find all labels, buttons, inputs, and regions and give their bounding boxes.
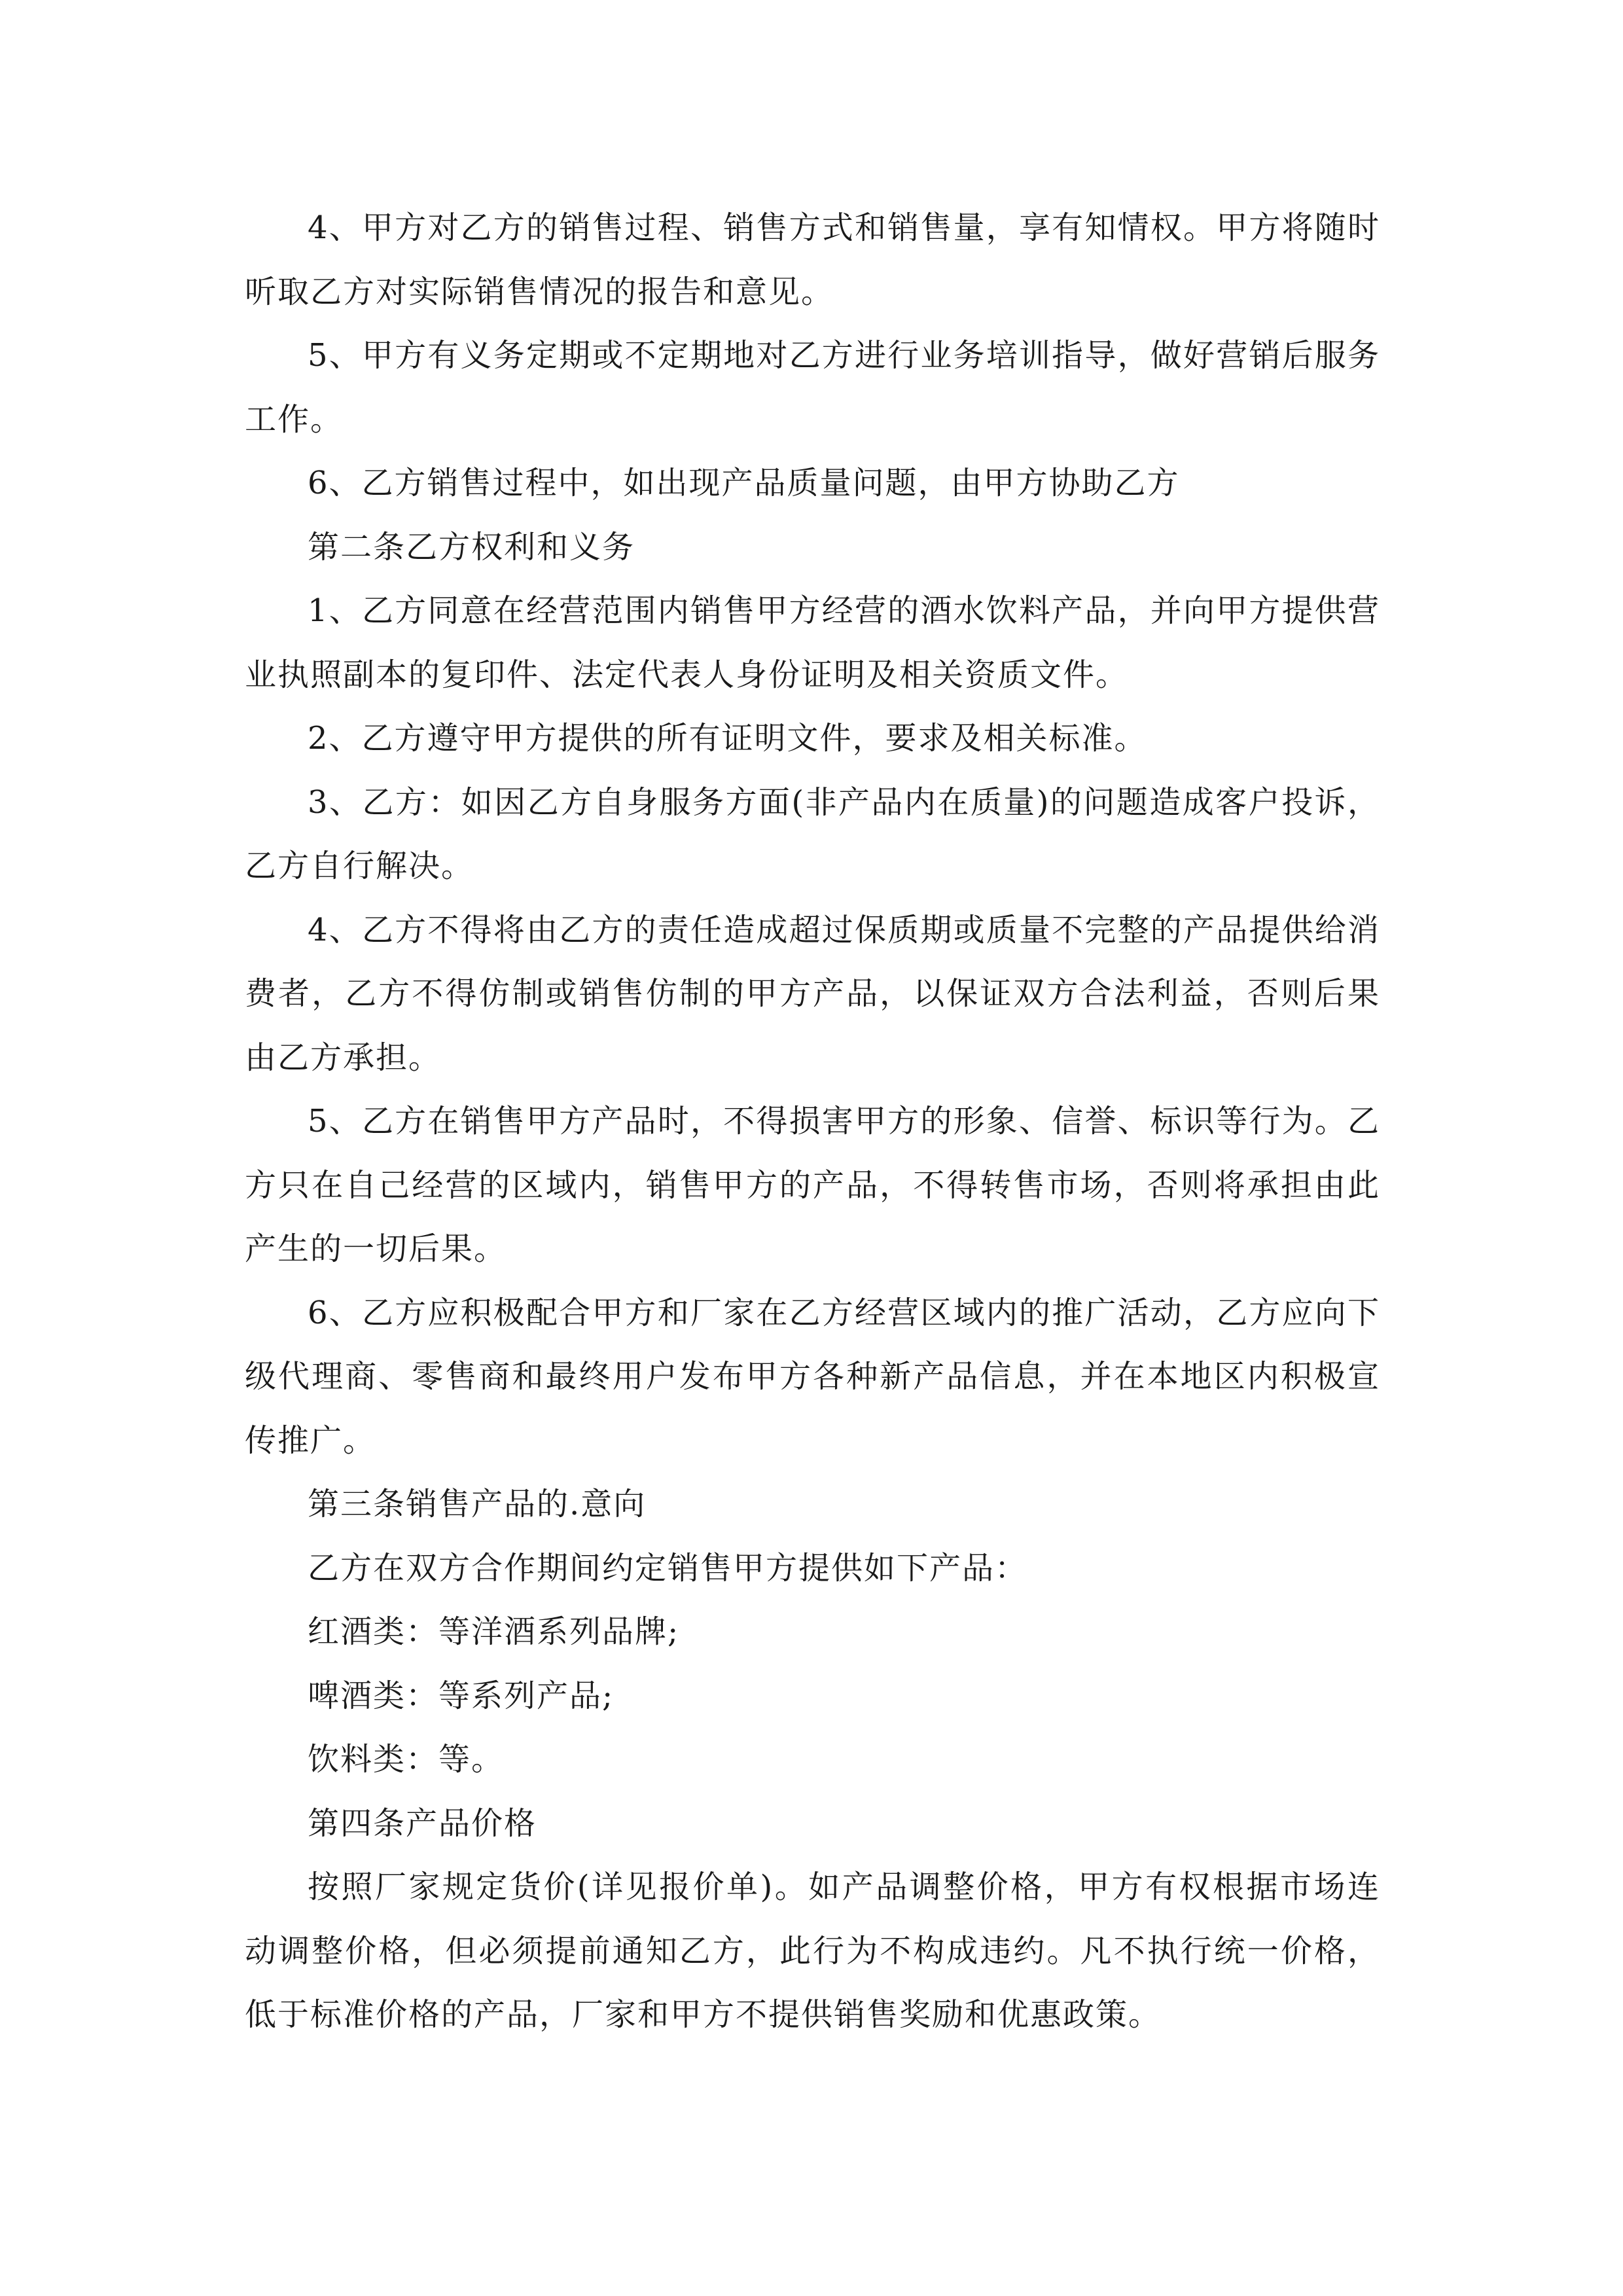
- paragraph-products-intro: 乙方在双方合作期间约定销售甲方提供如下产品：: [308, 1549, 1028, 1587]
- paragraph-party-b-6: 6、乙方应积极配合甲方和厂家在乙方经营区域内的推广活动，乙方应向下级代理商、零售商和最终用户发布甲方各种新产品信息，并在本地区内积极宣传推广。: [245, 1294, 1380, 1459]
- paragraph-party-b-3: 3、乙方：如因乙方自身服务方面(非产品内在质量)的问题造成客户投诉，乙方自行解决。: [245, 783, 1380, 884]
- paragraph-pricing: 按照厂家规定货价(详见报价单)。如产品调整价格，甲方有权根据市场连动调整价格，但必须提前通知乙方，此行为不构成违约。凡不执行统一价格，低于标准价格的产品，厂家和甲方不提供销售奖励和优惠政策。: [245, 1869, 1380, 2033]
- paragraph-party-b-2: 2、乙方遵守甲方提供的所有证明文件，要求及相关标准。: [308, 720, 1147, 757]
- paragraph-party-a-5: 5、甲方有义务定期或不定期地对乙方进行业务培训指导，做好营销后服务工作。: [245, 337, 1380, 438]
- document-body: [245, 196, 1380, 2047]
- paragraph-red-wine: 红酒类：等洋酒系列品牌;: [308, 1613, 680, 1650]
- section-heading-article-2: 第二条乙方权利和义务: [308, 528, 635, 565]
- section-heading-article-3: 第三条销售产品的.意向: [308, 1486, 647, 1522]
- paragraph-party-b-1: 1、乙方同意在经营范围内销售甲方经营的酒水饮料产品，并向甲方提供营业执照副本的复印件、法定代表人身份证明及相关资质文件。: [245, 592, 1380, 693]
- paragraph-beer: 啤酒类：等系列产品;: [308, 1677, 615, 1714]
- paragraph-beverage: 饮料类：等。: [308, 1741, 505, 1778]
- section-heading-article-4: 第四条产品价格: [308, 1804, 537, 1842]
- paragraph-party-a-6: 6、乙方销售过程中，如出现产品质量问题，由甲方协助乙方: [308, 465, 1180, 501]
- paragraph-party-a-4: 4、甲方对乙方的销售过程、销售方式和销售量，享有知情权。甲方将随时听取乙方对实际销售情况的报告和意见。: [245, 209, 1380, 310]
- paragraph-party-b-5: 5、乙方在销售甲方产品时，不得损害甲方的形象、信誉、标识等行为。乙方只在自己经营的区域内，销售甲方的产品，不得转售市场，否则将承担由此产生的一切后果。: [245, 1103, 1380, 1267]
- paragraph-party-b-4: 4、乙方不得将由乙方的责任造成超过保质期或质量不完整的产品提供给消费者，乙方不得仿制或销售仿制的甲方产品，以保证双方合法利益，否则后果由乙方承担。: [245, 911, 1380, 1076]
